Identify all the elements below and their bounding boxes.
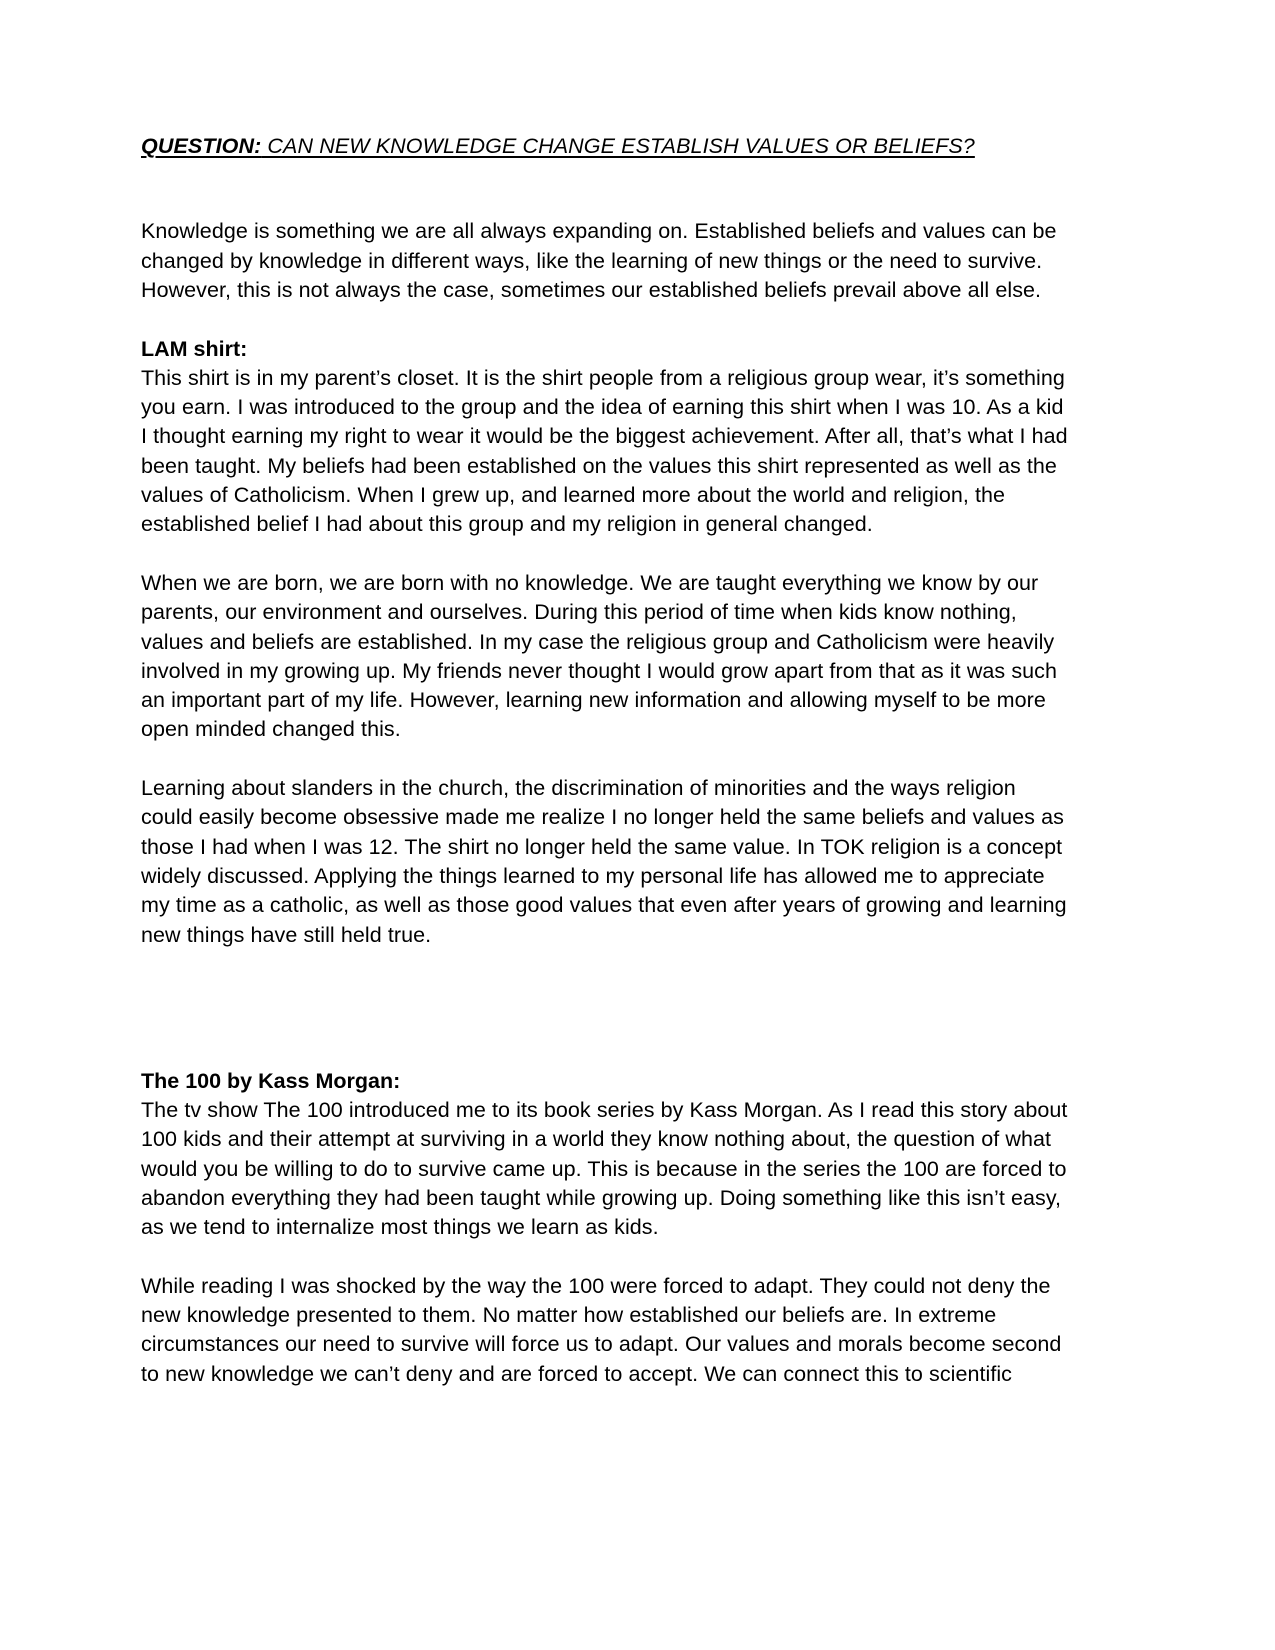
section-heading-the-100: The 100 by Kass Morgan: <box>141 1068 401 1093</box>
intro-paragraph: Knowledge is something we are all always expanding on. Established beliefs and values can be changed by knowledge in different ways, like the learning of new things or the need to survive. However, this is not always the case, sometimes our established beliefs prevail above all else. <box>141 219 1057 302</box>
question-label: QUESTION: <box>141 134 262 158</box>
the-100-paragraph-1: The tv show The 100 introduced me to its book series by Kass Morgan. As I read this story about 100 kids and their attempt at surviving in a world they know nothing about, the question of what would you be willing to do to survive came up. This is because in the series the 100 are forced to abandon everything they had been taught while growing up. Doing something like this isn’t easy, as we tend to internalize most things we learn as kids. <box>141 1098 1068 1240</box>
page-title <box>141 132 1069 160</box>
the-100-paragraph-2: While reading I was shocked by the way the 100 were forced to adapt. They could not deny the new knowledge presented to them. No matter how established our beliefs are. In extreme circumstances our need to survive will force us to adapt. Our values and morals become second to new knowledge we can’t deny and are forced to accept. We can connect this to scientific <box>141 1273 1062 1386</box>
title-spacer <box>141 160 1069 217</box>
paragraph-spacer <box>141 305 1069 334</box>
lam-shirt-paragraph-2: When we are born, we are born with no knowledge. We are taught everything we know by our parents, our environment and ourselves. During this period of time when kids know nothing, values and beliefs are established. In my case the religious group and Catholicism were heavily involved in my growing up. My friends never thought I would grow apart from that as it was such an important part of my life. However, learning new information and allowing myself to be more open minded changed this. <box>141 570 1057 742</box>
document-body <box>141 132 1069 1389</box>
paragraph-spacer <box>141 1243 1069 1272</box>
paragraph-spacer <box>141 745 1069 774</box>
question-text: CAN NEW KNOWLEDGE CHANGE ESTABLISH VALUES OR BELIEFS? <box>261 134 975 158</box>
section-heading-lam-shirt: LAM shirt: <box>141 336 248 361</box>
lam-shirt-paragraph-1: This shirt is in my parent’s closet. It is the shirt people from a religious group wear, it’s something you earn. I was introduced to the group and the idea of earning this shirt when I was 10. As a kid I thought earning my right to wear it would be the biggest achievement. After all, that’s what I had been taught. My beliefs had been established on the values this shirt represented as well as the values of Catholicism. When I grew up, and learned more about the world and religion, the established belief I had about this group and my religion in general changed. <box>141 365 1068 537</box>
paragraph-spacer <box>141 540 1069 569</box>
section-spacer <box>141 950 1069 1067</box>
lam-shirt-paragraph-3: Learning about slanders in the church, the discrimination of minorities and the ways religion could easily become obsessive made me realize I no longer held the same beliefs and values as those I had when I was 12. The shirt no longer held the same value. In TOK religion is a concept widely discussed. Applying the things learned to my personal life has allowed me to appreciate my time as a catholic, as well as those good values that even after years of growing and learning new things have still held true. <box>141 776 1067 947</box>
